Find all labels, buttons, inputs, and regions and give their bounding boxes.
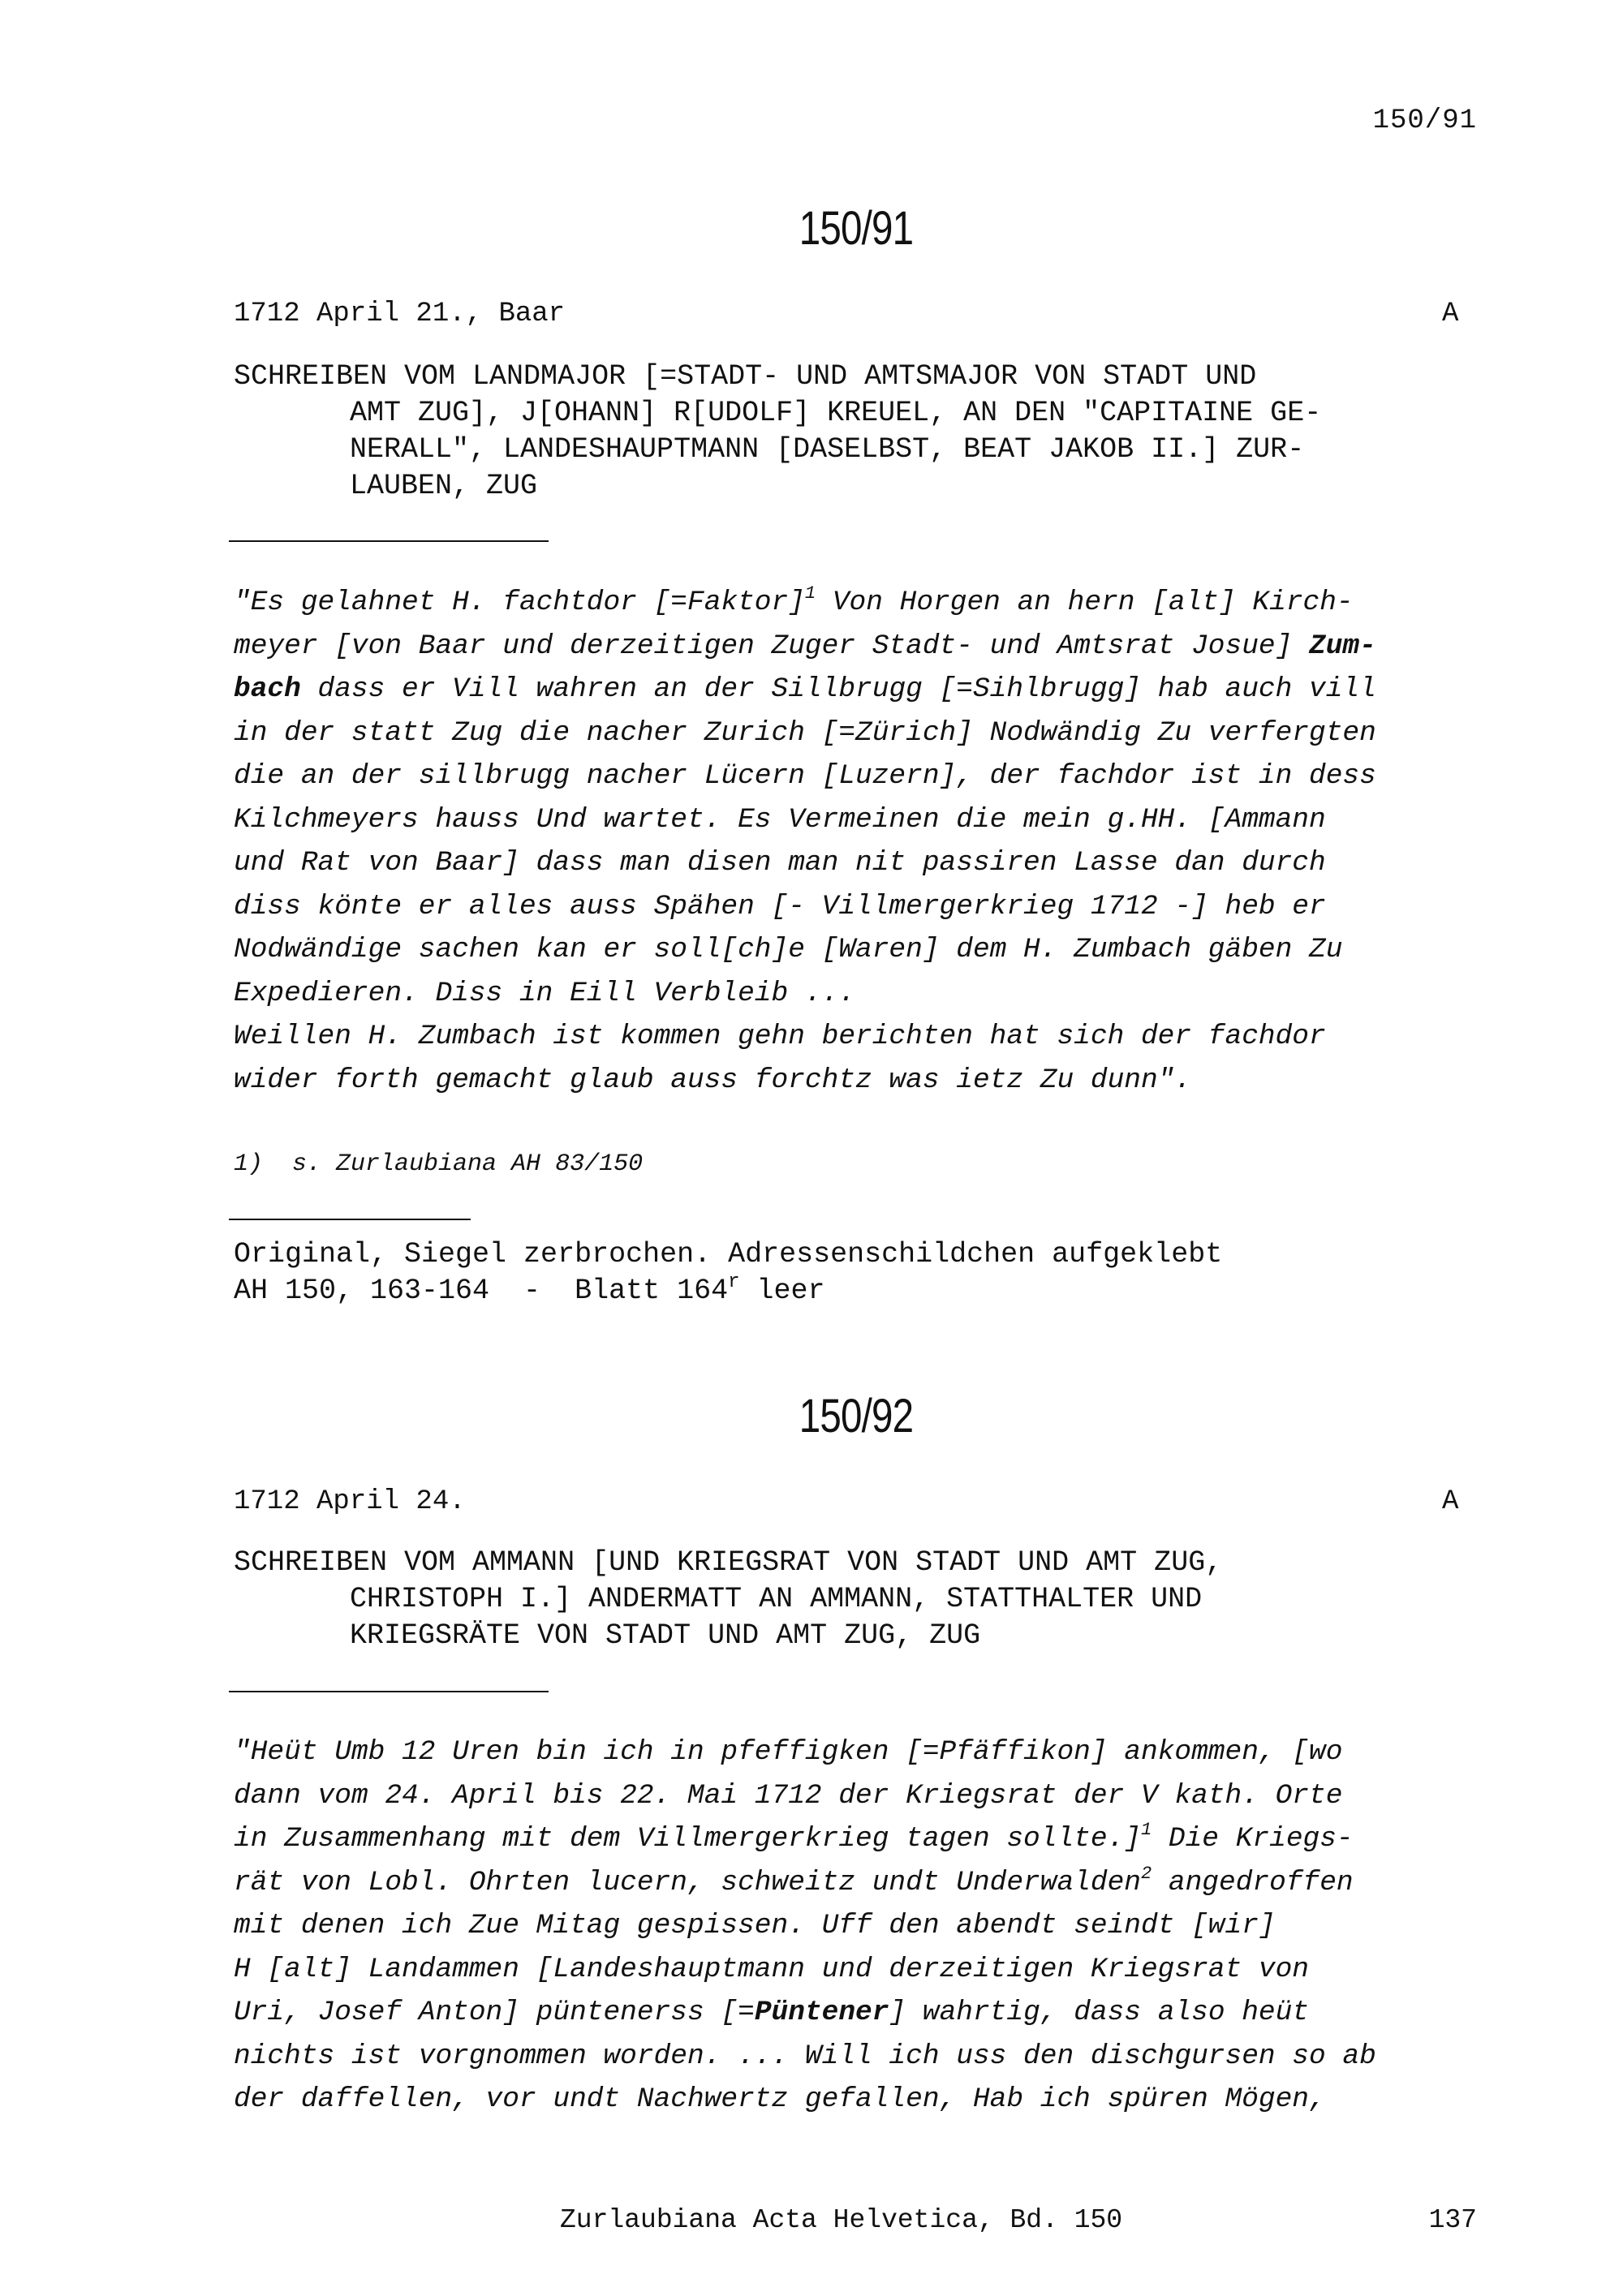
entry-category: A — [1442, 1486, 1459, 1517]
source-line: leer — [739, 1275, 825, 1307]
entry-regest — [234, 1545, 1483, 1654]
quote-line: wider forth gemacht glaub auss forchtz was ietz Zu dunn". — [234, 1064, 1192, 1096]
footnote-ref: 1 — [1140, 1820, 1152, 1840]
bold-name: Püntener — [754, 1997, 889, 2028]
bold-name: bach — [234, 673, 301, 705]
quoted-text — [234, 581, 1483, 1102]
page-number: 137 — [1428, 2205, 1477, 2235]
entry-number: 150/92 — [799, 1390, 914, 1443]
quote-line: "Es gelahnet H. fachtdor [=Faktor] — [234, 587, 805, 618]
quote-line: "Heüt Umb 12 Uren bin ich in pfeffigken [=Pfäffikon] ankommen, [wo — [234, 1736, 1343, 1768]
regest-line: NERALL", LANDESHAUPTMANN [DASELBST, BEAT JAKOB II.] ZUR- — [350, 433, 1305, 466]
quote-line: dass er Vill wahren an der Sillbrugg [=Sihlbrugg] hab auch vill — [300, 673, 1376, 705]
separator-rule — [229, 1219, 471, 1220]
quote-line: Von Horgen an hern [alt] Kirch- — [816, 587, 1354, 618]
quoted-text — [234, 1731, 1483, 2122]
folio-recto-mark: r — [728, 1271, 740, 1293]
entry-date: 1712 April 24. — [234, 1486, 466, 1517]
regest-line: CHRISTOPH I.] ANDERMATT AN AMMANN, STATTHALTER UND — [350, 1583, 1203, 1615]
quote-line: mit denen ich Zue Mitag gespissen. Uff den abendt seindt [wir] — [234, 1910, 1276, 1941]
quote-line: meyer [von Baar und derzeitigen Zuger Stadt- und Amtsrat Josue] — [234, 630, 1310, 662]
regest-line: AMT ZUG], J[OHANN] R[UDOLF] KREUEL, AN DEN "CAPITAINE GE- — [350, 397, 1322, 429]
regest-line: SCHREIBEN VOM LANDMAJOR [=STADT- UND AMTSMAJOR VON STADT UND — [234, 360, 1257, 393]
footnote: 1) s. Zurlaubiana AH 83/150 — [234, 1150, 644, 1178]
quote-line: Expedieren. Diss in Eill Verbleib ... — [234, 977, 856, 1009]
footnote-ref: 1 — [804, 583, 816, 604]
quote-line: rät von Lobl. Ohrten lucern, schweitz undt Underwalden — [234, 1866, 1141, 1898]
entry-number: 150/91 — [799, 202, 914, 255]
entry-date: 1712 April 21., Baar — [234, 299, 566, 329]
entry-regest — [234, 359, 1483, 505]
quote-line: angedroffen — [1152, 1866, 1354, 1898]
regest-line: LAUBEN, ZUG — [350, 470, 538, 502]
regest-line: SCHREIBEN VOM AMMANN [UND KRIEGSRAT VON STADT UND AMT ZUG, — [234, 1546, 1223, 1579]
bold-name: Zum- — [1309, 630, 1376, 662]
quote-line: in der statt Zug die nacher Zurich [=Zürich] Nodwändig Zu verfergten — [234, 716, 1376, 749]
quote-line: nichts ist vorgnommen worden. ... Will ich uss den dischgursen so ab — [234, 2040, 1376, 2072]
quote-line: dann vom 24. April bis 22. Mai 1712 der Kriegsrat der V kath. Orte — [234, 1779, 1343, 1812]
quote-line: H [alt] Landammen [Landeshauptmann und derzeitigen Kriegsrat von — [234, 1953, 1310, 1985]
quote-line: Uri, Josef Anton] püntenerss [= — [234, 1997, 755, 2028]
quote-line: Weillen H. Zumbach ist kommen gehn berichten hat sich der fachdor — [234, 1021, 1326, 1052]
source-line: AH 150, 163-164 - Blatt 164 — [234, 1275, 729, 1307]
source-note — [234, 1236, 1222, 1309]
running-head: 150/91 — [1372, 105, 1477, 136]
quote-line: und Rat von Baar] dass man disen man nit passiren Lasse dan durch — [234, 847, 1326, 879]
quote-line: Kilchmeyers hauss Und wartet. Es Vermeinen die mein g.HH. [Ammann — [234, 803, 1326, 836]
page-footer-title: Zurlaubiana Acta Helvetica, Bd. 150 — [560, 2205, 1123, 2235]
quote-line: Die Kriegs- — [1152, 1823, 1354, 1855]
quote-line: Nodwändige sachen kan er soll[ch]e [Waren] dem H. Zumbach gäben Zu — [234, 934, 1343, 965]
source-line: Original, Siegel zerbrochen. Adressenschildchen aufgeklebt — [234, 1238, 1223, 1271]
quote-line: in Zusammenhang mit dem Villmergerkrieg tagen sollte.] — [234, 1823, 1141, 1855]
quote-line: die an der sillbrugg nacher Lücern [Luzern], der fachdor ist in dess — [234, 760, 1376, 792]
quote-line: ] wahrtig, dass also heüt — [889, 1997, 1310, 2028]
separator-rule — [229, 540, 549, 542]
entry-category: A — [1442, 299, 1459, 329]
regest-line: KRIEGSRÄTE VON STADT UND AMT ZUG, ZUG — [350, 1619, 981, 1652]
separator-rule — [229, 1691, 549, 1692]
quote-line: diss könte er alles auss Spähen [- Villmergerkrieg 1712 -] heb er — [234, 890, 1326, 922]
footnote-ref: 2 — [1140, 1863, 1152, 1884]
quote-line: der daffellen, vor undt Nachwertz gefallen, Hab ich spüren Mögen, — [234, 2083, 1326, 2115]
